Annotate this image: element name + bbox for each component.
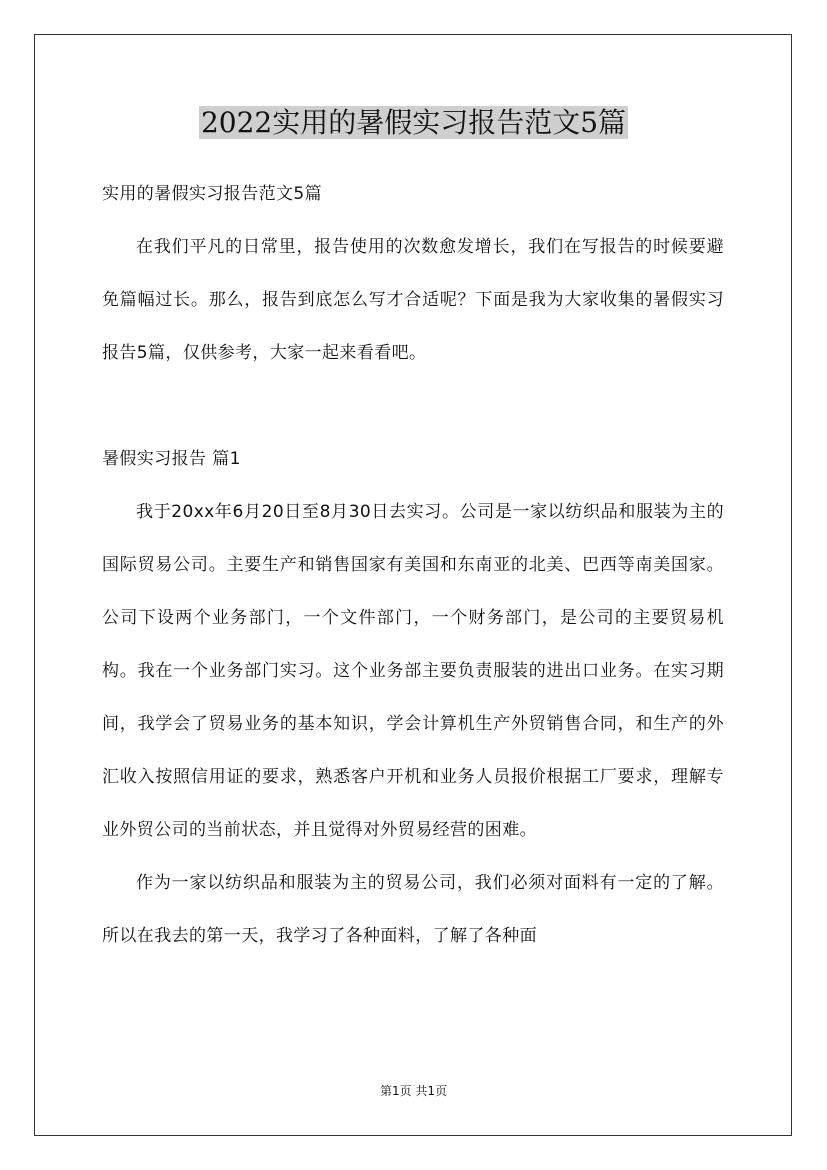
document-title [0, 100, 827, 146]
document-subtitle: 实用的暑假实习报告范文5篇 [102, 184, 323, 204]
body-paragraph-1: 我于20xx年6月20日至8月30日去实习。公司是一家以纺织品和服装为主的国际贸易公司。主要生产和销售国家有美国和东南亚的北美、巴西等南美国家。公司下设两个业务部门，一个文件部门，一个财务部门，是公司的主要贸易机构。我在一个业务部门实习。这个业务部主要负责服装的进出口业务。在实习期间，我学会了贸易业务的基本知识，学会计算机生产外贸销售合同，和生产的外汇收入按照信用证的要求，熟悉客户开机和业务人员报价根据工厂要求，理解专业外贸公司的当前状态，并且觉得对外贸易经营的困难。 [102, 502, 724, 840]
document-body [102, 168, 724, 963]
section-spacer [102, 380, 724, 433]
body-paragraph-2: 作为一家以纺织品和服装为主的贸易公司，我们必须对面料有一定的了解。所以在我去的第一天，我学习了各种面料，了解了各种面 [102, 873, 724, 946]
page-footer: 第1页 共1页 [379, 1084, 448, 1098]
section-heading: 暑假实习报告 篇1 [102, 449, 241, 469]
document-title-text: 2022实用的暑假实习报告范文5篇 [200, 106, 627, 139]
intro-paragraph: 在我们平凡的日常里，报告使用的次数愈发增长，我们在写报告的时候要避免篇幅过长。那么，报告到底怎么写才合适呢？下面是我为大家收集的暑假实习报告5篇，仅供参考，大家一起来看看吧。 [102, 237, 724, 363]
